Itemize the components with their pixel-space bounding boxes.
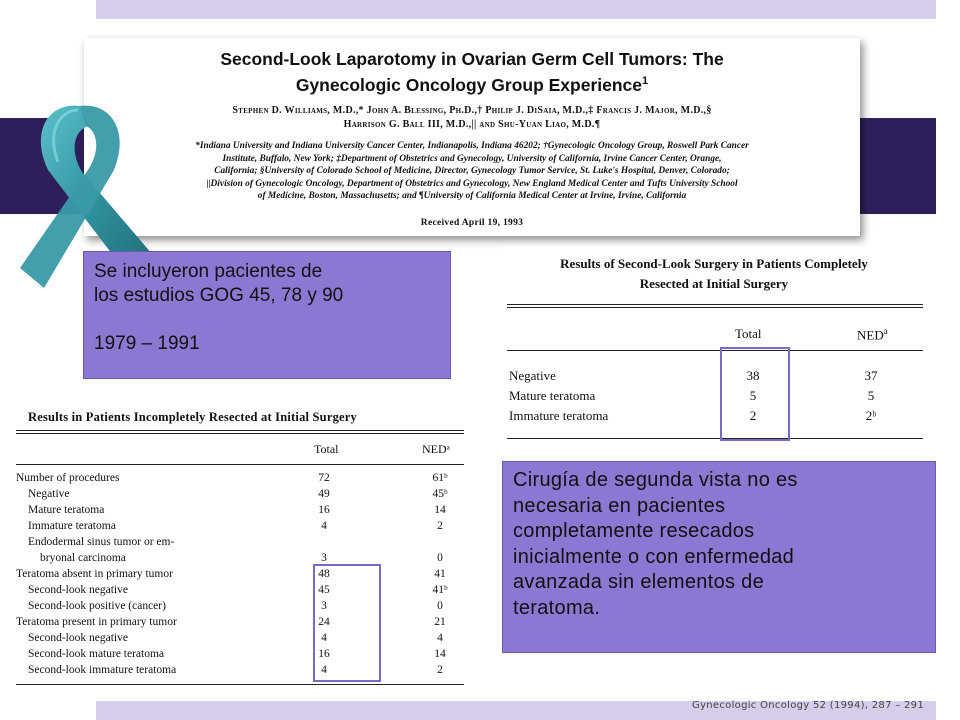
table-r-title xyxy=(503,254,925,294)
paper-title-footnote: 1 xyxy=(642,75,649,87)
table-l-row-label: Second-look negative xyxy=(28,584,128,596)
table-r-row-total: 5 xyxy=(749,388,757,403)
authors-line1: Stephen D. Williams, M.D.,* John A. Blessing, Ph.D.,† Philip J. DiSaia, M.D.,‡ Francis J. Major, M.D.,§ xyxy=(232,105,712,116)
table-l-row-label: Number of procedures xyxy=(16,472,120,484)
table-l-row-label: bryonal carcinoma xyxy=(40,552,126,564)
table-r-row-ned: 37 xyxy=(864,368,878,383)
table-r-row-total: 2 xyxy=(749,408,757,423)
table-l-row-ned: 41ᵇ xyxy=(432,584,448,596)
table-l-row-label: Endodermal sinus tumor or em- xyxy=(28,536,175,548)
table-l-row-total: 3 xyxy=(321,552,327,564)
table-completely-resected xyxy=(503,246,925,446)
affil-line4: ||Division of Gynecologic Oncology, Department of Obstetrics and Gynecology, New England Medical Center and Tufts University School xyxy=(206,178,738,189)
affil-line5: of Medicine, Boston, Massachusetts; and ¶University of California Medical Center at Irvine, Irvine, California xyxy=(257,191,687,201)
table-r-col-ned xyxy=(857,326,888,343)
citation-reference: Gynecologic Oncology 52 (1994), 287 – 291 xyxy=(692,700,924,711)
table-incompletely-resected xyxy=(14,402,466,694)
table-l-row-label: Teratoma absent in primary tumor xyxy=(16,568,173,580)
paper-affiliations xyxy=(98,140,846,203)
table-l-row-label: Second-look mature teratoma xyxy=(28,648,165,660)
box2-line6: teratoma. xyxy=(513,596,601,619)
table-r-row-ned: 5 xyxy=(867,388,875,403)
table-l-total-highlight xyxy=(313,564,381,682)
table-l-row-total: 4 xyxy=(321,664,327,676)
table-r-rule-top2 xyxy=(507,307,923,308)
box1-line1: Se incluyeron pacientes de xyxy=(94,261,323,282)
affil-line2: Institute, Buffalo, New York; ‡Department of Obstetrics and Gynecology, University of California, Irvine Cancer Center, Orange, xyxy=(222,153,722,164)
table-l-row-total: 4 xyxy=(321,632,327,644)
table-l-row-label: Immature teratoma xyxy=(28,520,116,532)
info-box-study-period xyxy=(83,251,451,379)
authors-line2: Harrison G. Ball III, M.D.,|| and Shu-Yuan Liao, M.D.¶ xyxy=(343,119,601,130)
table-l-row-total: 3 xyxy=(321,600,327,612)
affil-line3: California; §University of Colorado School of Medicine, Director, Gynecology Tumor Service, St. Luke's Hospital, Denver, Colorado; xyxy=(214,166,730,176)
paper-received-date: Received April 19, 1993 xyxy=(420,218,524,228)
table-l-row-label: Teratoma present in primary tumor xyxy=(16,616,177,628)
table-l-row-label: Negative xyxy=(28,488,70,500)
table-l-row-ned: 2 xyxy=(437,520,443,532)
table-l-row-ned: 0 xyxy=(437,600,443,612)
table-l-col-total: Total xyxy=(314,442,339,456)
box2-line3: completamente resecados xyxy=(513,520,755,542)
table-l-rule-top xyxy=(16,430,464,431)
table-r-col-ned-label: NED xyxy=(857,327,884,343)
table-l-row-label: Second-look negative xyxy=(28,632,128,644)
table-r-title-line2: Resected at Initial Surgery xyxy=(639,276,789,291)
table-l-row-label: Mature teratoma xyxy=(28,504,105,516)
table-l-title: Results in Patients Incompletely Resected at Initial Surgery xyxy=(28,410,357,424)
table-l-row-total: 48 xyxy=(318,568,330,580)
box2-line1: Cirugía de segunda vista no es xyxy=(513,469,798,491)
table-l-row-ned: 41 xyxy=(434,568,446,580)
table-l-row-total: 72 xyxy=(318,472,330,484)
paper-authors xyxy=(104,104,840,132)
table-l-row-ned: 21 xyxy=(434,616,446,628)
table-r-row-label: Mature teratoma xyxy=(509,388,596,403)
table-l-rule-bottom xyxy=(16,684,464,685)
box2-line5: avanzada sin elementos de xyxy=(513,571,764,593)
table-l-row-ned: 4 xyxy=(437,632,443,644)
table-r-rule-mid xyxy=(507,350,923,351)
box2-line2: necesaria en pacientes xyxy=(513,494,726,517)
table-r-col-ned-sup: a xyxy=(883,326,888,336)
table-r-rule-bottom xyxy=(507,438,923,439)
table-l-col-ned: NEDᵃ xyxy=(422,442,450,456)
box1-line2: los estudios GOG 45, 78 y 90 xyxy=(94,285,344,306)
table-l-row-ned: 0 xyxy=(437,552,443,564)
table-l-rule-mid xyxy=(16,464,464,465)
table-r-title-line1: Results of Second-Look Surgery in Patients Completely xyxy=(560,256,868,271)
paper-title xyxy=(104,48,840,96)
table-l-row-total: 16 xyxy=(318,648,330,660)
table-l-row-ned: 45ᵇ xyxy=(432,488,448,500)
box2-line4: inicialmente o con enfermedad xyxy=(513,545,795,568)
table-r-row-label: Immature teratoma xyxy=(509,408,609,423)
table-l-row-ned: 61ᵇ xyxy=(432,472,448,484)
table-l-row-ned: 14 xyxy=(434,504,446,516)
table-l-row-total: 24 xyxy=(318,616,330,628)
paper-title-line1: Second-Look Laparotomy in Ovarian Germ Cell Tumors: The xyxy=(220,49,724,69)
table-l-rule-top2 xyxy=(16,433,464,434)
table-l-row-label: Second-look positive (cancer) xyxy=(28,600,166,612)
affil-line1: *Indiana University and Indiana University Cancer Center, Indianapolis, Indiana 46202; †Gynecologic Oncology Group, Roswell Park Cancer xyxy=(195,141,749,151)
top-decor-bar xyxy=(96,0,936,19)
paper-title-line2: Gynecologic Oncology Group Experience xyxy=(295,74,643,95)
table-r-rule-top xyxy=(507,304,923,305)
table-l-row-ned: 2 xyxy=(437,664,443,676)
table-l-row-total: 45 xyxy=(318,584,330,596)
table-l-row-ned: 14 xyxy=(434,648,446,660)
table-l-row-total: 4 xyxy=(321,520,327,532)
table-r-row-label: Negative xyxy=(509,368,556,383)
box1-spacer xyxy=(94,308,440,332)
table-r-total-highlight xyxy=(720,347,790,441)
paper-title-line2-wrap xyxy=(104,70,840,96)
info-box-conclusion xyxy=(502,461,936,653)
box1-years: 1979 – 1991 xyxy=(94,333,200,354)
table-l-row-total: 16 xyxy=(318,504,330,516)
table-r-row-ned: 2ᵇ xyxy=(865,408,877,423)
paper-header-clipping xyxy=(84,38,860,236)
table-l-row-label: Second-look immature teratoma xyxy=(28,664,177,676)
table-l-row-total: 49 xyxy=(318,488,330,500)
table-r-row-total: 38 xyxy=(746,368,760,383)
table-r-col-total: Total xyxy=(735,326,762,341)
